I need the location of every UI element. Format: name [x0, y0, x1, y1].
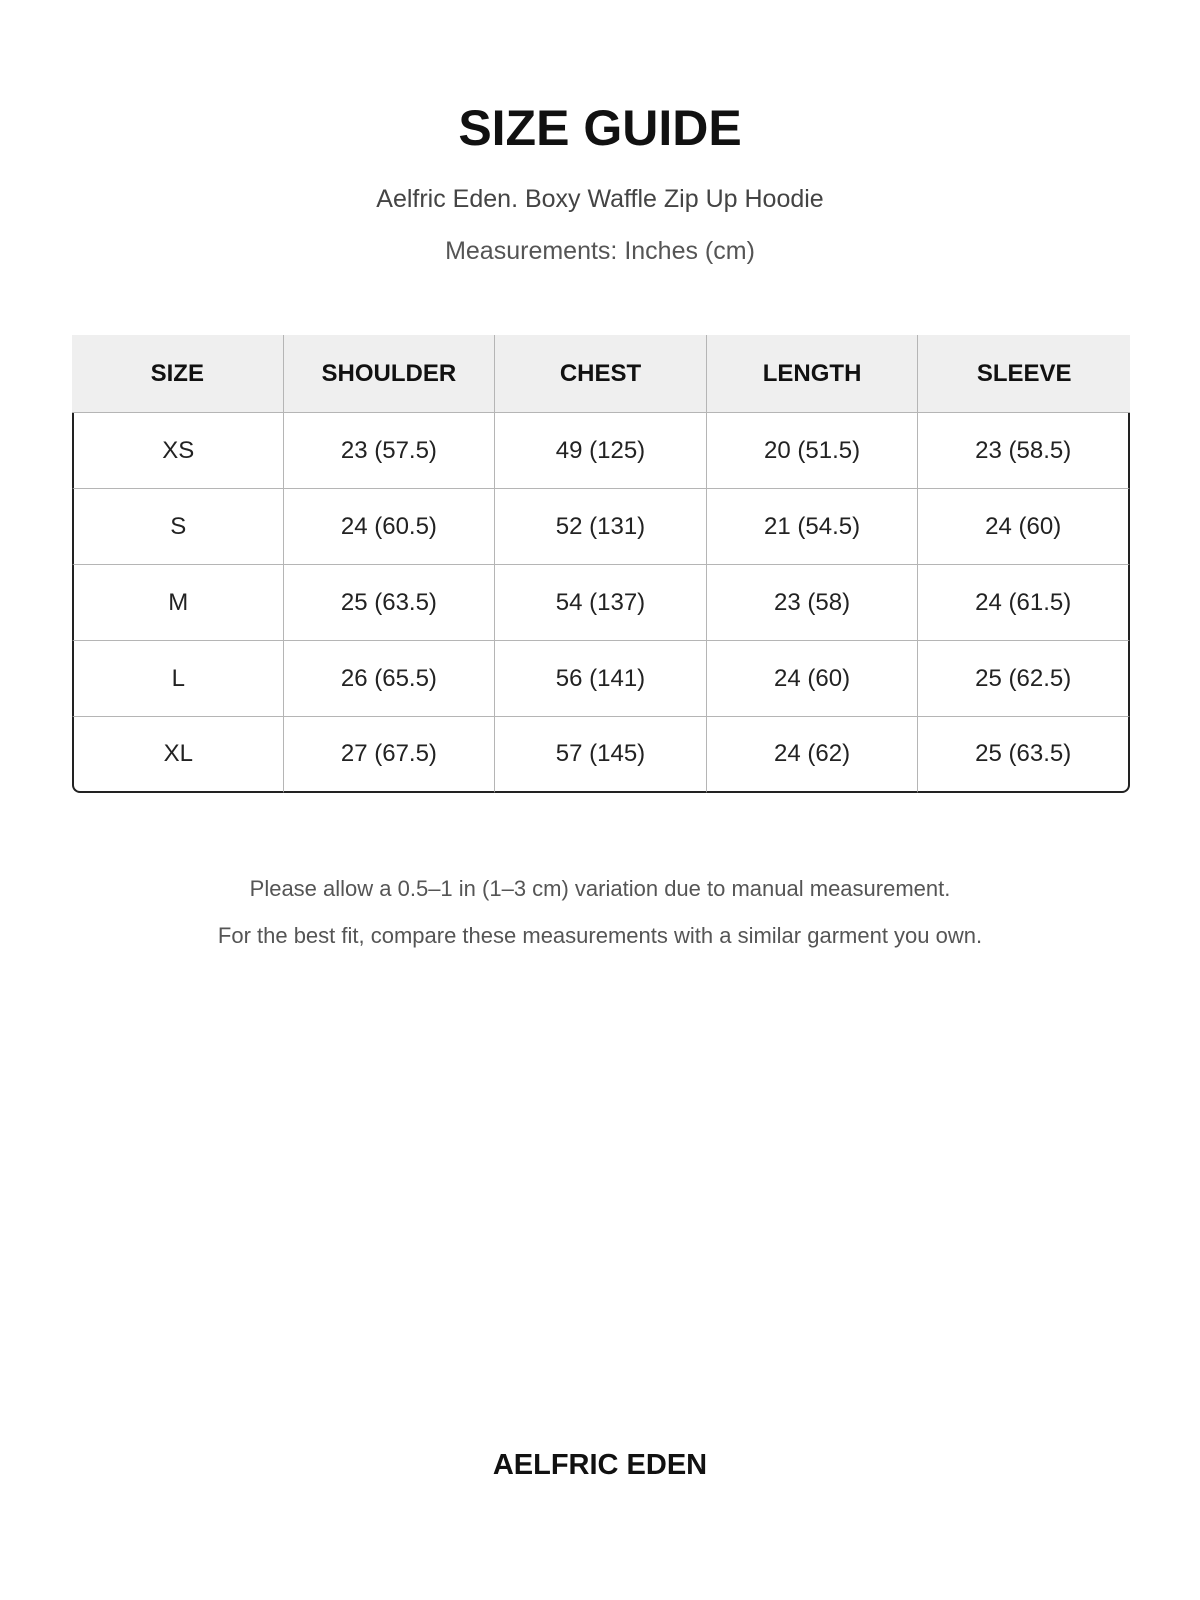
column-header-shoulder: SHOULDER — [284, 335, 496, 413]
size-cell: L — [72, 641, 284, 717]
size-cell: S — [72, 489, 284, 565]
column-header-sleeve: SLEEVE — [918, 335, 1130, 413]
shoulder-cell: 23 (57.5) — [284, 413, 496, 489]
chest-cell: 54 (137) — [495, 565, 707, 641]
table-row — [72, 489, 1130, 565]
size-cell: XS — [72, 413, 284, 489]
page-title: SIZE GUIDE — [458, 100, 742, 156]
length-cell: 20 (51.5) — [707, 413, 919, 489]
table-row — [72, 717, 1130, 793]
measurement-variation-note: Please allow a 0.5–1 in (1–3 cm) variation due to manual measurement. — [249, 876, 951, 901]
size-chart-table — [72, 335, 1130, 793]
sleeve-cell: 24 (61.5) — [918, 565, 1130, 641]
chest-cell: 57 (145) — [495, 717, 707, 793]
length-cell: 24 (60) — [707, 641, 919, 717]
product-name: Aelfric Eden. Boxy Waffle Zip Up Hoodie — [376, 185, 824, 213]
chest-cell: 56 (141) — [495, 641, 707, 717]
length-cell: 23 (58) — [707, 565, 919, 641]
shoulder-cell: 24 (60.5) — [284, 489, 496, 565]
sleeve-cell: 24 (60) — [918, 489, 1130, 565]
table-row — [72, 565, 1130, 641]
column-header-chest: CHEST — [495, 335, 707, 413]
table-row — [72, 413, 1130, 489]
size-table — [72, 335, 1130, 793]
shoulder-cell: 26 (65.5) — [284, 641, 496, 717]
length-cell: 21 (54.5) — [707, 489, 919, 565]
column-header-size: SIZE — [72, 335, 284, 413]
shoulder-cell: 25 (63.5) — [284, 565, 496, 641]
sleeve-cell: 25 (63.5) — [918, 717, 1130, 793]
sleeve-cell: 23 (58.5) — [918, 413, 1130, 489]
chest-cell: 49 (125) — [495, 413, 707, 489]
table-row — [72, 641, 1130, 717]
shoulder-cell: 27 (67.5) — [284, 717, 496, 793]
brand-logo-text: AELFRIC EDEN — [492, 1449, 708, 1481]
size-cell: XL — [72, 717, 284, 793]
sleeve-cell: 25 (62.5) — [918, 641, 1130, 717]
table-header-row — [72, 335, 1130, 413]
measurement-units: Measurements: Inches (cm) — [445, 237, 755, 265]
length-cell: 24 (62) — [707, 717, 919, 793]
chest-cell: 52 (131) — [495, 489, 707, 565]
size-cell: M — [72, 565, 284, 641]
fit-advice-note: For the best fit, compare these measurements with a similar garment you own. — [217, 923, 983, 948]
column-header-length: LENGTH — [707, 335, 919, 413]
